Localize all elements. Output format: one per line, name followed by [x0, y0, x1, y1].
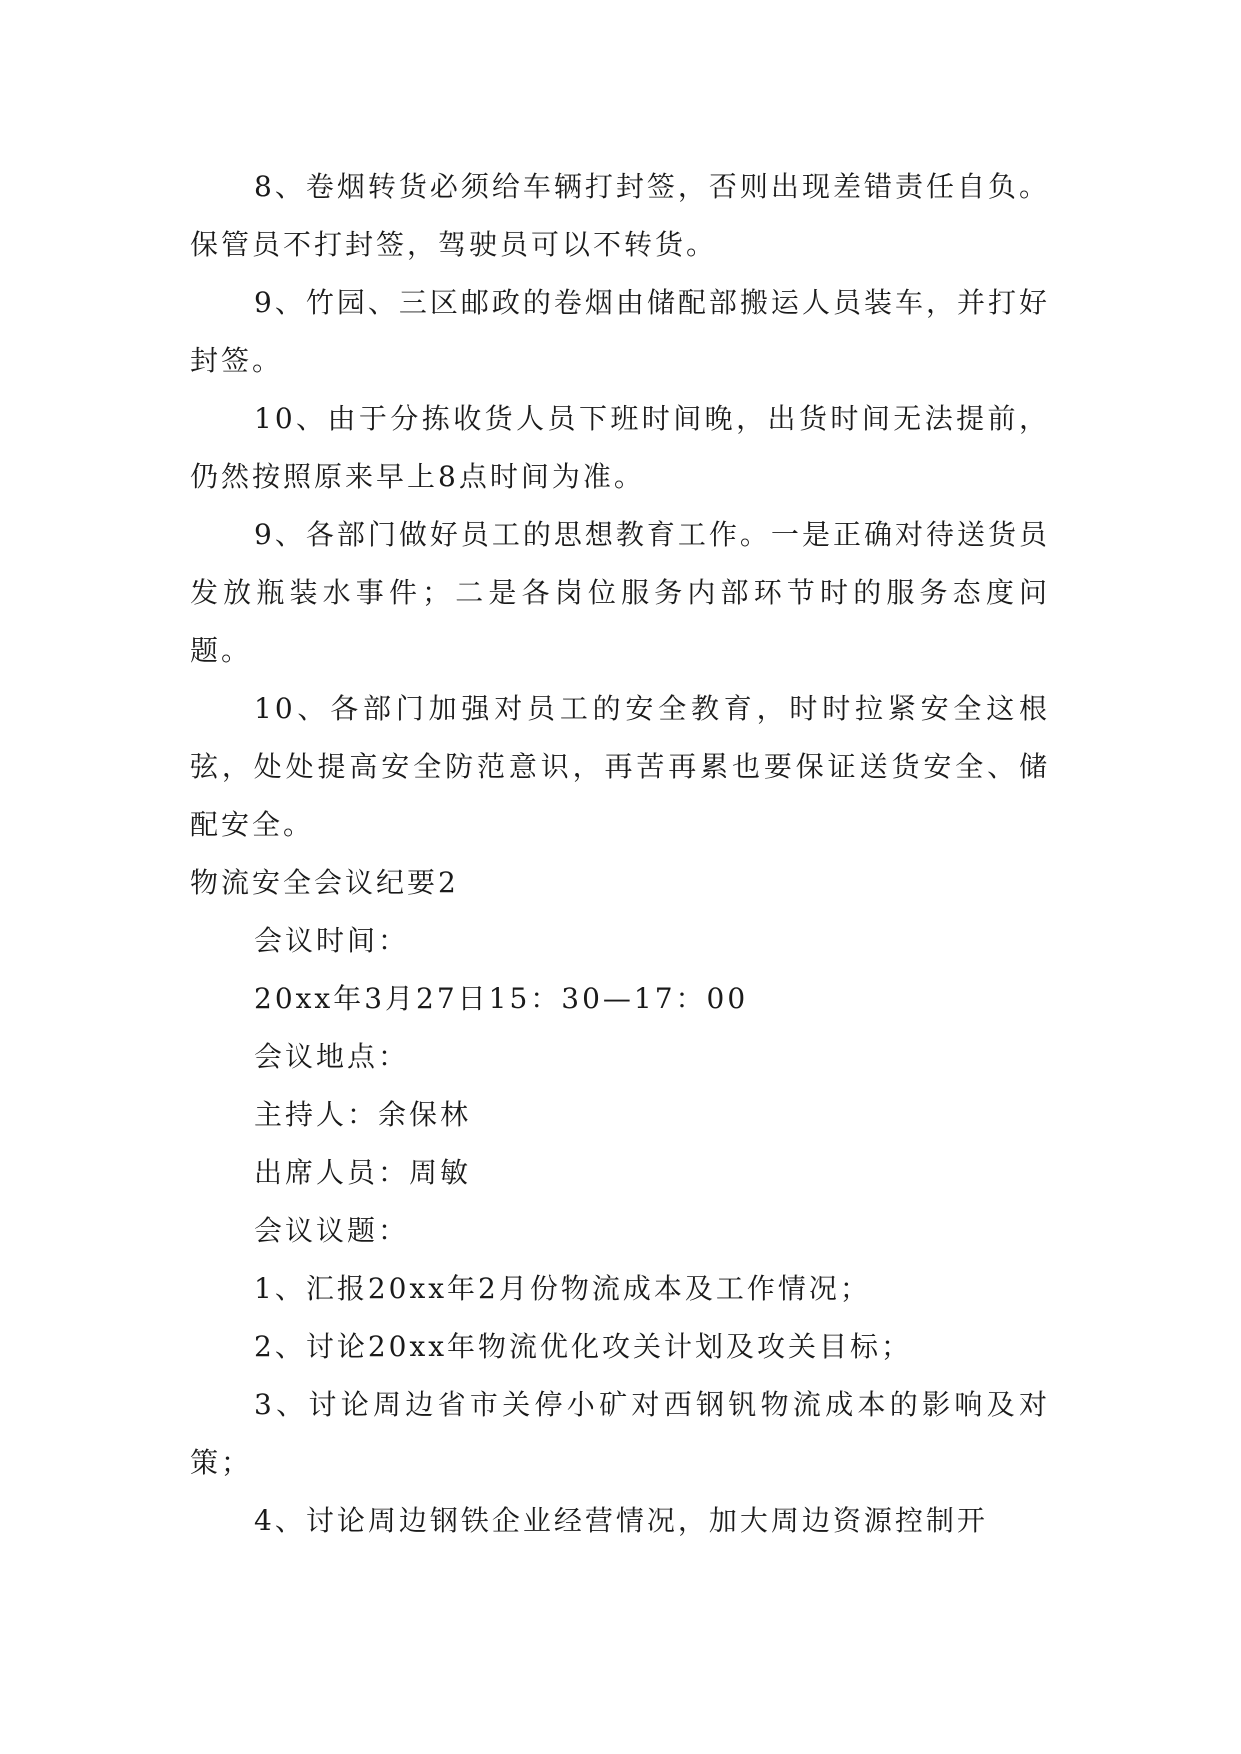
paragraph-item-8: 8、卷烟转货必须给车辆打封签，否则出现差错责任自负。保管员不打封签，驾驶员可以不转货。 — [190, 170, 1050, 261]
topic-item-3: 3、讨论周边省市关停小矿对西钢钒物流成本的影响及对策； — [190, 1388, 1050, 1479]
topic-item-1: 1、汇报20xx年2月份物流成本及工作情况； — [254, 1272, 871, 1305]
topic-item-2: 2、讨论20xx年物流优化攻关计划及攻关目标； — [254, 1330, 913, 1363]
section-title: 物流安全会议纪要2 — [190, 866, 459, 899]
document-body — [190, 158, 1050, 1550]
topic-item-4: 4、讨论周边钢铁企业经营情况，加大周边资源控制开 — [254, 1504, 988, 1537]
meeting-time-label: 会议时间： — [254, 924, 410, 957]
paragraph-item-10-safety: 10、各部门加强对员工的安全教育，时时拉紧安全这根弦，处处提高安全防范意识，再苦再累也要保证送货安全、储配安全。 — [190, 692, 1050, 841]
paragraph-item-9: 9、竹园、三区邮政的卷烟由储配部搬运人员装车，并打好封签。 — [190, 286, 1050, 377]
meeting-host: 主持人：余保林 — [254, 1098, 472, 1131]
meeting-time-value: 20xx年3月27日15：30—17：00 — [254, 982, 749, 1015]
meeting-topics-label: 会议议题： — [254, 1214, 410, 1247]
paragraph-item-9-education: 9、各部门做好员工的思想教育工作。一是正确对待送货员发放瓶装水事件；二是各岗位服务内部环节时的服务态度问题。 — [190, 518, 1050, 667]
paragraph-item-10: 10、由于分拣收货人员下班时间晚，出货时间无法提前，仍然按照原来早上8点时间为准。 — [190, 402, 1050, 493]
meeting-place-label: 会议地点： — [254, 1040, 410, 1073]
meeting-attendees: 出席人员：周敏 — [254, 1156, 472, 1189]
